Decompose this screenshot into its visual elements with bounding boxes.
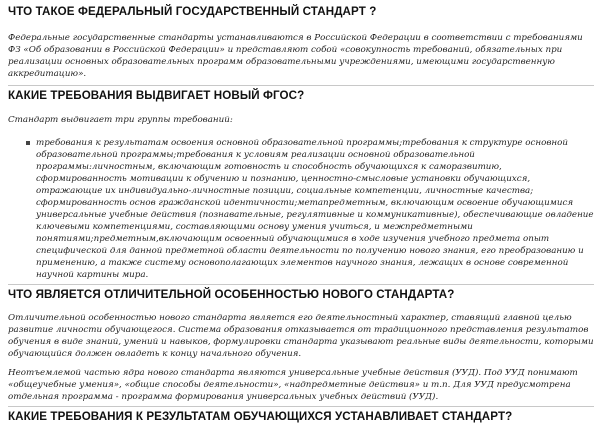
divider	[8, 85, 594, 86]
section-heading-fgos-definition: ЧТО ТАКОЕ ФЕДЕРАЛЬНЫЙ ГОСУДАРСТВЕННЫЙ СТАНДАРТ ?	[8, 5, 377, 18]
section-paragraph-requirements: Стандарт выдвигает три группы требований:	[8, 115, 233, 125]
requirements-list	[8, 137, 594, 281]
section-heading-requirements: КАКИЕ ТРЕБОВАНИЯ ВЫДВИГАЕТ НОВЫЙ ФГОС?	[8, 89, 305, 102]
divider	[8, 406, 594, 407]
list-item-text: требования к результатам освоения основной образовательной программы;требования к структуре основной образовательной программы;требования к условиям реализации основной образовательной программы:личностным, включающим готовность и способность обучающихся к саморазвитию, сформированность мотивации к обучению и познанию, ценностно-смысловые установки обучающихся, отражающие их индивидуально-личностные позиции, социальные компетенции, личностные качества; сформированность основ гражданской идентичности;метапредметным, включающим освоение обучающимися универсальные учебные действия (познавательные, регулятивные и коммуникативные), обеспечивающие овладение ключевыми компетенциями, составляющими основу умения учиться, и межпредметными понятиями;предметным,включающим освоенный обучающимися в ходе изучения учебного предмета опыт специфической для данной предметной области деятельности по получению нового знания, его преобразованию и применению, а также систему основополагающих элементов научного знания, лежащих в основе современной научной картины мира.	[36, 138, 594, 280]
section-paragraph-distinctive-feature: Отличительной особенностью нового стандарта является его деятельностный характер, ставящий главной целью развитие личности обучающегося. Система образования отказывается от традиционного представления результатов обучения в виде знаний, умений и навыков, формулировки стандарта указывают реальные виды деятельности, которыми обучающийся должен овладеть к концу начального обучения.	[8, 313, 594, 359]
bullet-icon	[26, 141, 30, 145]
section-paragraph-uud: Неотъемлемой частью ядра нового стандарта являются универсальные учебные действия (УУД). Под УУД понимают «общеучебные умения», «общие способы деятельности», «надпредметные действия» и т.п. Для УУД предусмотрена отдельная программа - программа формирования универсальных учебных действий (УУД).	[8, 368, 578, 402]
divider	[8, 284, 594, 285]
list-item	[26, 137, 594, 281]
section-paragraph-fgos-definition: Федеральные государственные стандарты устанавливаются в Российской Федерации в соответствии с требованиями ФЗ «Об образовании в Российской Федерации» и представляют собой «совокупность требований, обязательных при реализации основных образовательных программ образовательными учреждениями, имеющими государственную аккредитацию».	[8, 33, 583, 79]
section-heading-distinctive-feature: ЧТО ЯВЛЯЕТСЯ ОТЛИЧИТЕЛЬНОЙ ОСОБЕННОСТЬЮ НОВОГО СТАНДАРТА?	[8, 288, 455, 301]
section-heading-results-requirements: КАКИЕ ТРЕБОВАНИЯ К РЕЗУЛЬТАТАМ ОБУЧАЮЩИХСЯ УСТАНАВЛИВАЕТ СТАНДАРТ?	[8, 410, 513, 423]
